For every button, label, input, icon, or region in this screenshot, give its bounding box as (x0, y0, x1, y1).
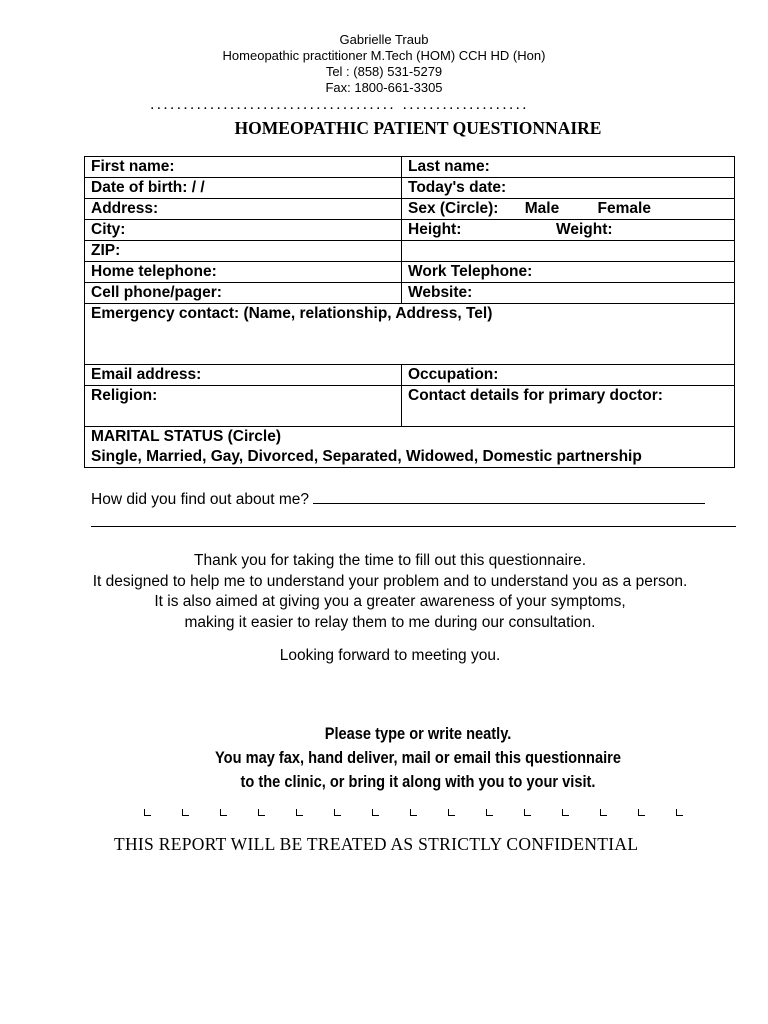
address-field[interactable]: Address: (85, 199, 402, 220)
practitioner-name: Gabrielle Traub (339, 32, 429, 47)
sex-field[interactable] (402, 199, 735, 220)
weight-label: Weight: (556, 221, 613, 238)
thank-you-message (0, 551, 768, 633)
instruction-line: You may fax, hand deliver, mail or email this questionnaire (215, 748, 621, 767)
sex-option-male[interactable]: Male (524, 200, 560, 217)
instructions (59, 722, 768, 794)
corner-mark (600, 809, 607, 816)
corner-mark (524, 809, 531, 816)
patient-info-table (84, 156, 735, 468)
corner-mark (410, 809, 417, 816)
date-of-birth-field[interactable]: Date of birth: / / (85, 178, 402, 199)
confidentiality-notice: THIS REPORT WILL BE TREATED AS STRICTLY CONFIDENTIAL (114, 834, 639, 854)
last-name-field[interactable]: Last name: (402, 157, 735, 178)
cell-phone-field[interactable]: Cell phone/pager: (85, 283, 402, 304)
height-weight-field[interactable] (402, 220, 735, 241)
practitioner-header (0, 32, 768, 96)
thanks-line: making it easier to relay them to me during our consultation. (184, 613, 596, 631)
practitioner-fax: Fax: 1800-661-3305 (325, 80, 443, 95)
home-telephone-field[interactable]: Home telephone: (85, 262, 402, 283)
corner-mark (220, 809, 227, 816)
decorative-marks (140, 809, 700, 823)
email-field[interactable]: Email address: (85, 365, 402, 386)
corner-mark (334, 809, 341, 816)
empty-cell (402, 241, 735, 262)
closing-line: Looking forward to meeting you. (279, 647, 501, 664)
page-title: HOMEOPATHIC PATIENT QUESTIONNAIRE (234, 118, 602, 138)
corner-mark (448, 809, 455, 816)
work-telephone-field[interactable]: Work Telephone: (402, 262, 735, 283)
corner-mark (144, 809, 151, 816)
marital-status-title: MARITAL STATUS (Circle) (91, 428, 282, 445)
thanks-line: Thank you for taking the time to fill out this questionnaire. (193, 552, 587, 569)
primary-doctor-field[interactable]: Contact details for primary doctor: (402, 386, 735, 427)
thanks-line: It designed to help me to understand your problem and to understand you as a person. (92, 572, 688, 590)
corner-mark (258, 809, 265, 816)
corner-mark (296, 809, 303, 816)
referral-answer-line[interactable] (313, 489, 705, 504)
corner-mark (676, 809, 683, 816)
referral-question[interactable] (91, 489, 736, 509)
practitioner-credentials: Homeopathic practitioner M.Tech (HOM) CCH HD (Hon) (222, 48, 546, 63)
corner-mark (486, 809, 493, 816)
dotted-divider: ..................................... ................... (150, 96, 529, 113)
sex-label: Sex (Circle): (408, 200, 499, 217)
marital-status-field[interactable] (85, 427, 735, 468)
corner-mark (182, 809, 189, 816)
occupation-field[interactable]: Occupation: (402, 365, 735, 386)
thanks-line: It is also aimed at giving you a greater awareness of your symptoms, (154, 593, 626, 610)
practitioner-tel: Tel : (858) 531-5279 (325, 64, 443, 79)
zip-field[interactable]: ZIP: (85, 241, 402, 262)
emergency-contact-field[interactable]: Emergency contact: (Name, relationship, Address, Tel) (85, 304, 735, 365)
instruction-line: Please type or write neatly. (324, 724, 512, 743)
corner-mark (638, 809, 645, 816)
city-field[interactable]: City: (85, 220, 402, 241)
sex-option-female[interactable]: Female (597, 200, 651, 217)
corner-mark (372, 809, 379, 816)
marital-status-options[interactable]: Single, Married, Gay, Divorced, Separated, Widowed, Domestic partnership (91, 448, 642, 465)
first-name-field[interactable]: First name: (85, 157, 402, 178)
corner-mark (562, 809, 569, 816)
referral-question-label: How did you find out about me? (91, 491, 309, 508)
instruction-line: to the clinic, or bring it along with you to your visit. (240, 772, 596, 791)
todays-date-field[interactable]: Today's date: (402, 178, 735, 199)
referral-answer-line-2[interactable] (91, 526, 736, 527)
website-field[interactable]: Website: (402, 283, 735, 304)
height-label: Height: (408, 221, 462, 238)
religion-field[interactable]: Religion: (85, 386, 402, 427)
